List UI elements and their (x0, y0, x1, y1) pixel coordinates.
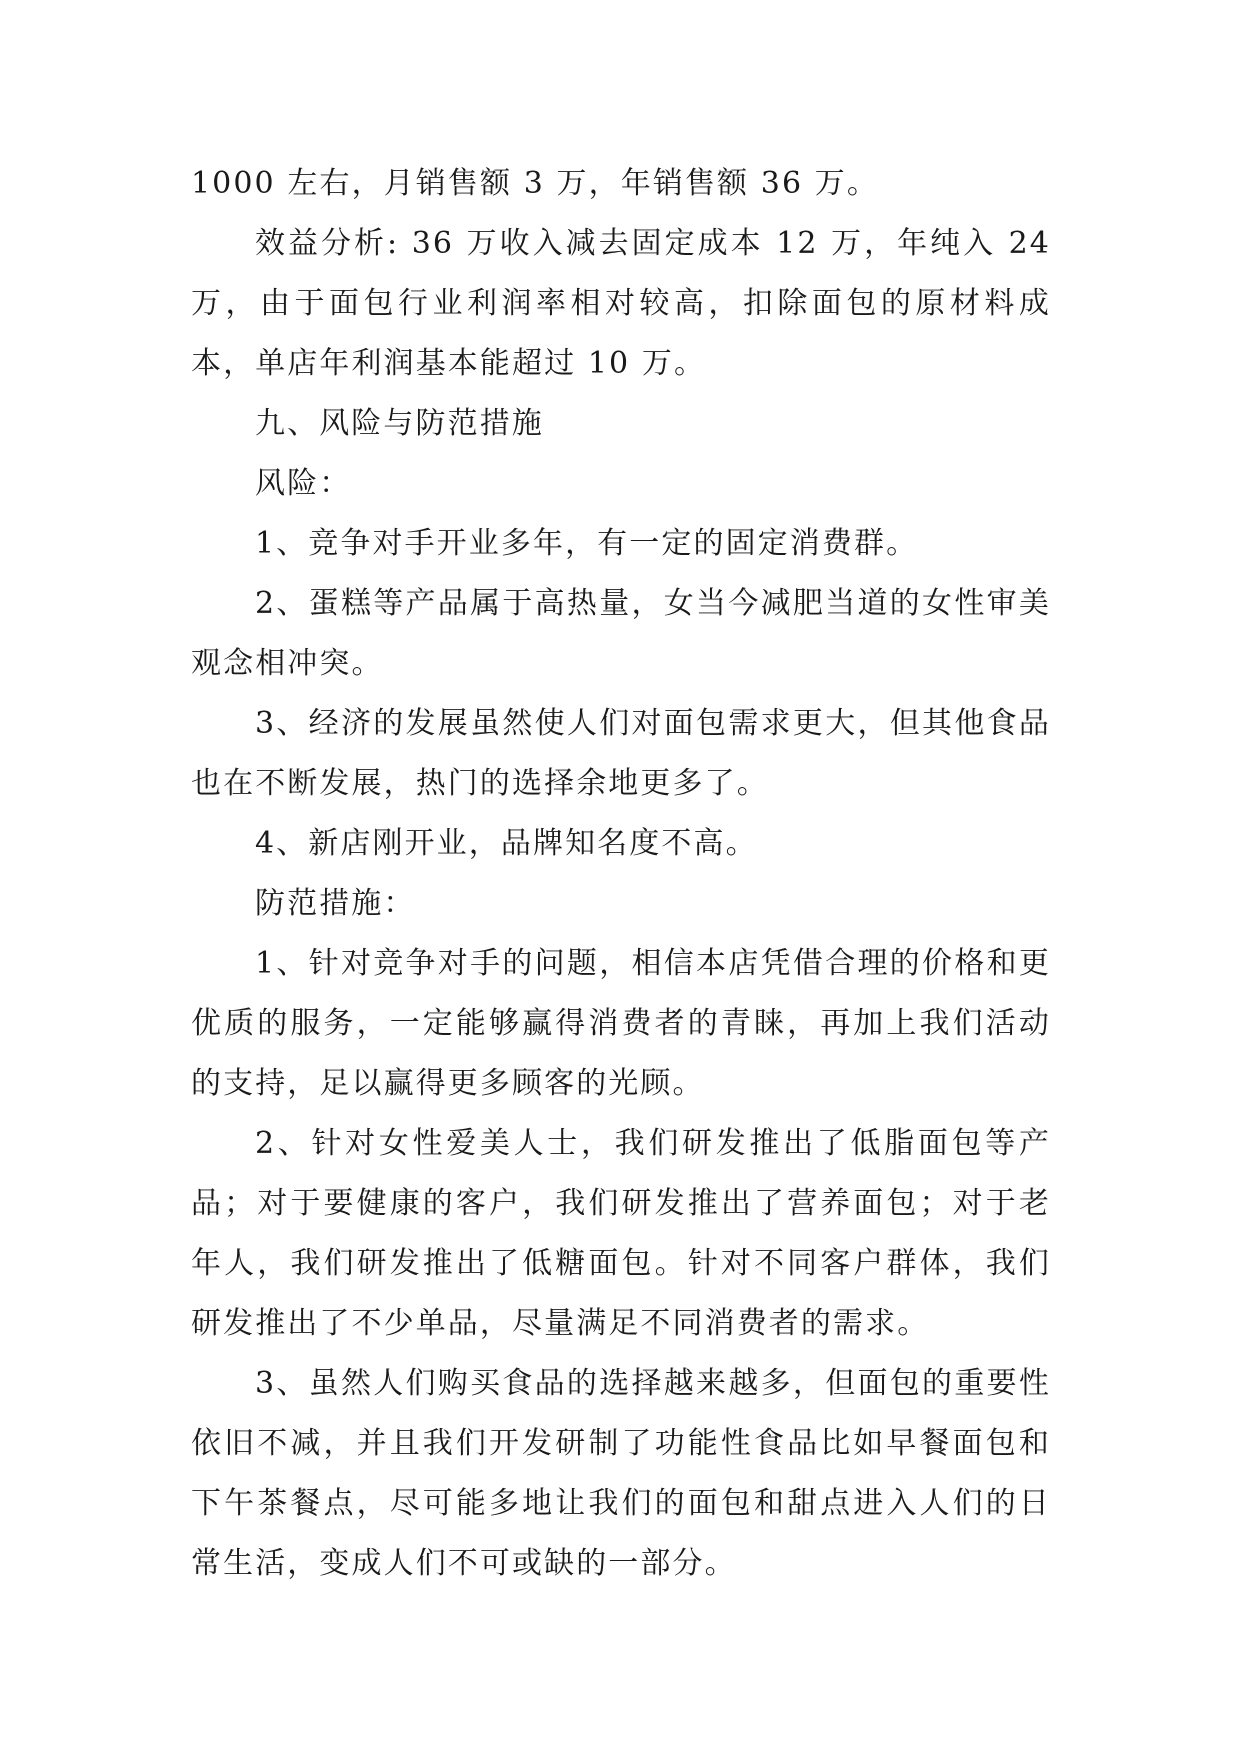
paragraph-sales-continuation: 1000 左右，月销售额 3 万，年销售额 36 万。 (191, 166, 879, 201)
subheading-prevention-measures: 防范措施： (255, 886, 416, 921)
paragraph-benefit-analysis: 效益分析: 36 万收入减去固定成本 12 万，年纯入 24 万，由于面包行业利润率相对较高，扣除面包的原材料成本，单店年利润基本能超过 10 万。 (191, 226, 1051, 381)
risk-item-4: 4、新店刚开业，品牌知名度不高。 (255, 826, 758, 861)
measure-item-3: 3、虽然人们购买食品的选择越来越多，但面包的重要性依旧不减，并且我们开发研制了功能性食品比如早餐面包和下午茶餐点，尽可能多地让我们的面包和甜点进入人们的日常生活，变成人们不可或缺的一部分。 (191, 1366, 1051, 1581)
risk-item-1: 1、竞争对手开业多年，有一定的固定消费群。 (255, 526, 919, 561)
measure-item-1: 1、针对竞争对手的问题，相信本店凭借合理的价格和更优质的服务，一定能够赢得消费者的青睐，再加上我们活动的支持，足以赢得更多顾客的光顾。 (191, 946, 1051, 1101)
section-heading-risk-prevention: 九、风险与防范措施 (255, 406, 544, 441)
risk-item-3: 3、经济的发展虽然使人们对面包需求更大，但其他食品也在不断发展，热门的选择余地更多了。 (191, 706, 1051, 801)
measure-item-2: 2、针对女性爱美人士，我们研发推出了低脂面包等产品；对于要健康的客户，我们研发推出了营养面包；对于老年人，我们研发推出了低糖面包。针对不同客户群体，我们研发推出了不少单品，尽量满足不同消费者的需求。 (191, 1126, 1051, 1341)
document-body (191, 154, 1051, 1594)
risk-item-2: 2、蛋糕等产品属于高热量，女当今减肥当道的女性审美观念相冲突。 (191, 586, 1051, 681)
subheading-risks: 风险： (255, 466, 352, 501)
